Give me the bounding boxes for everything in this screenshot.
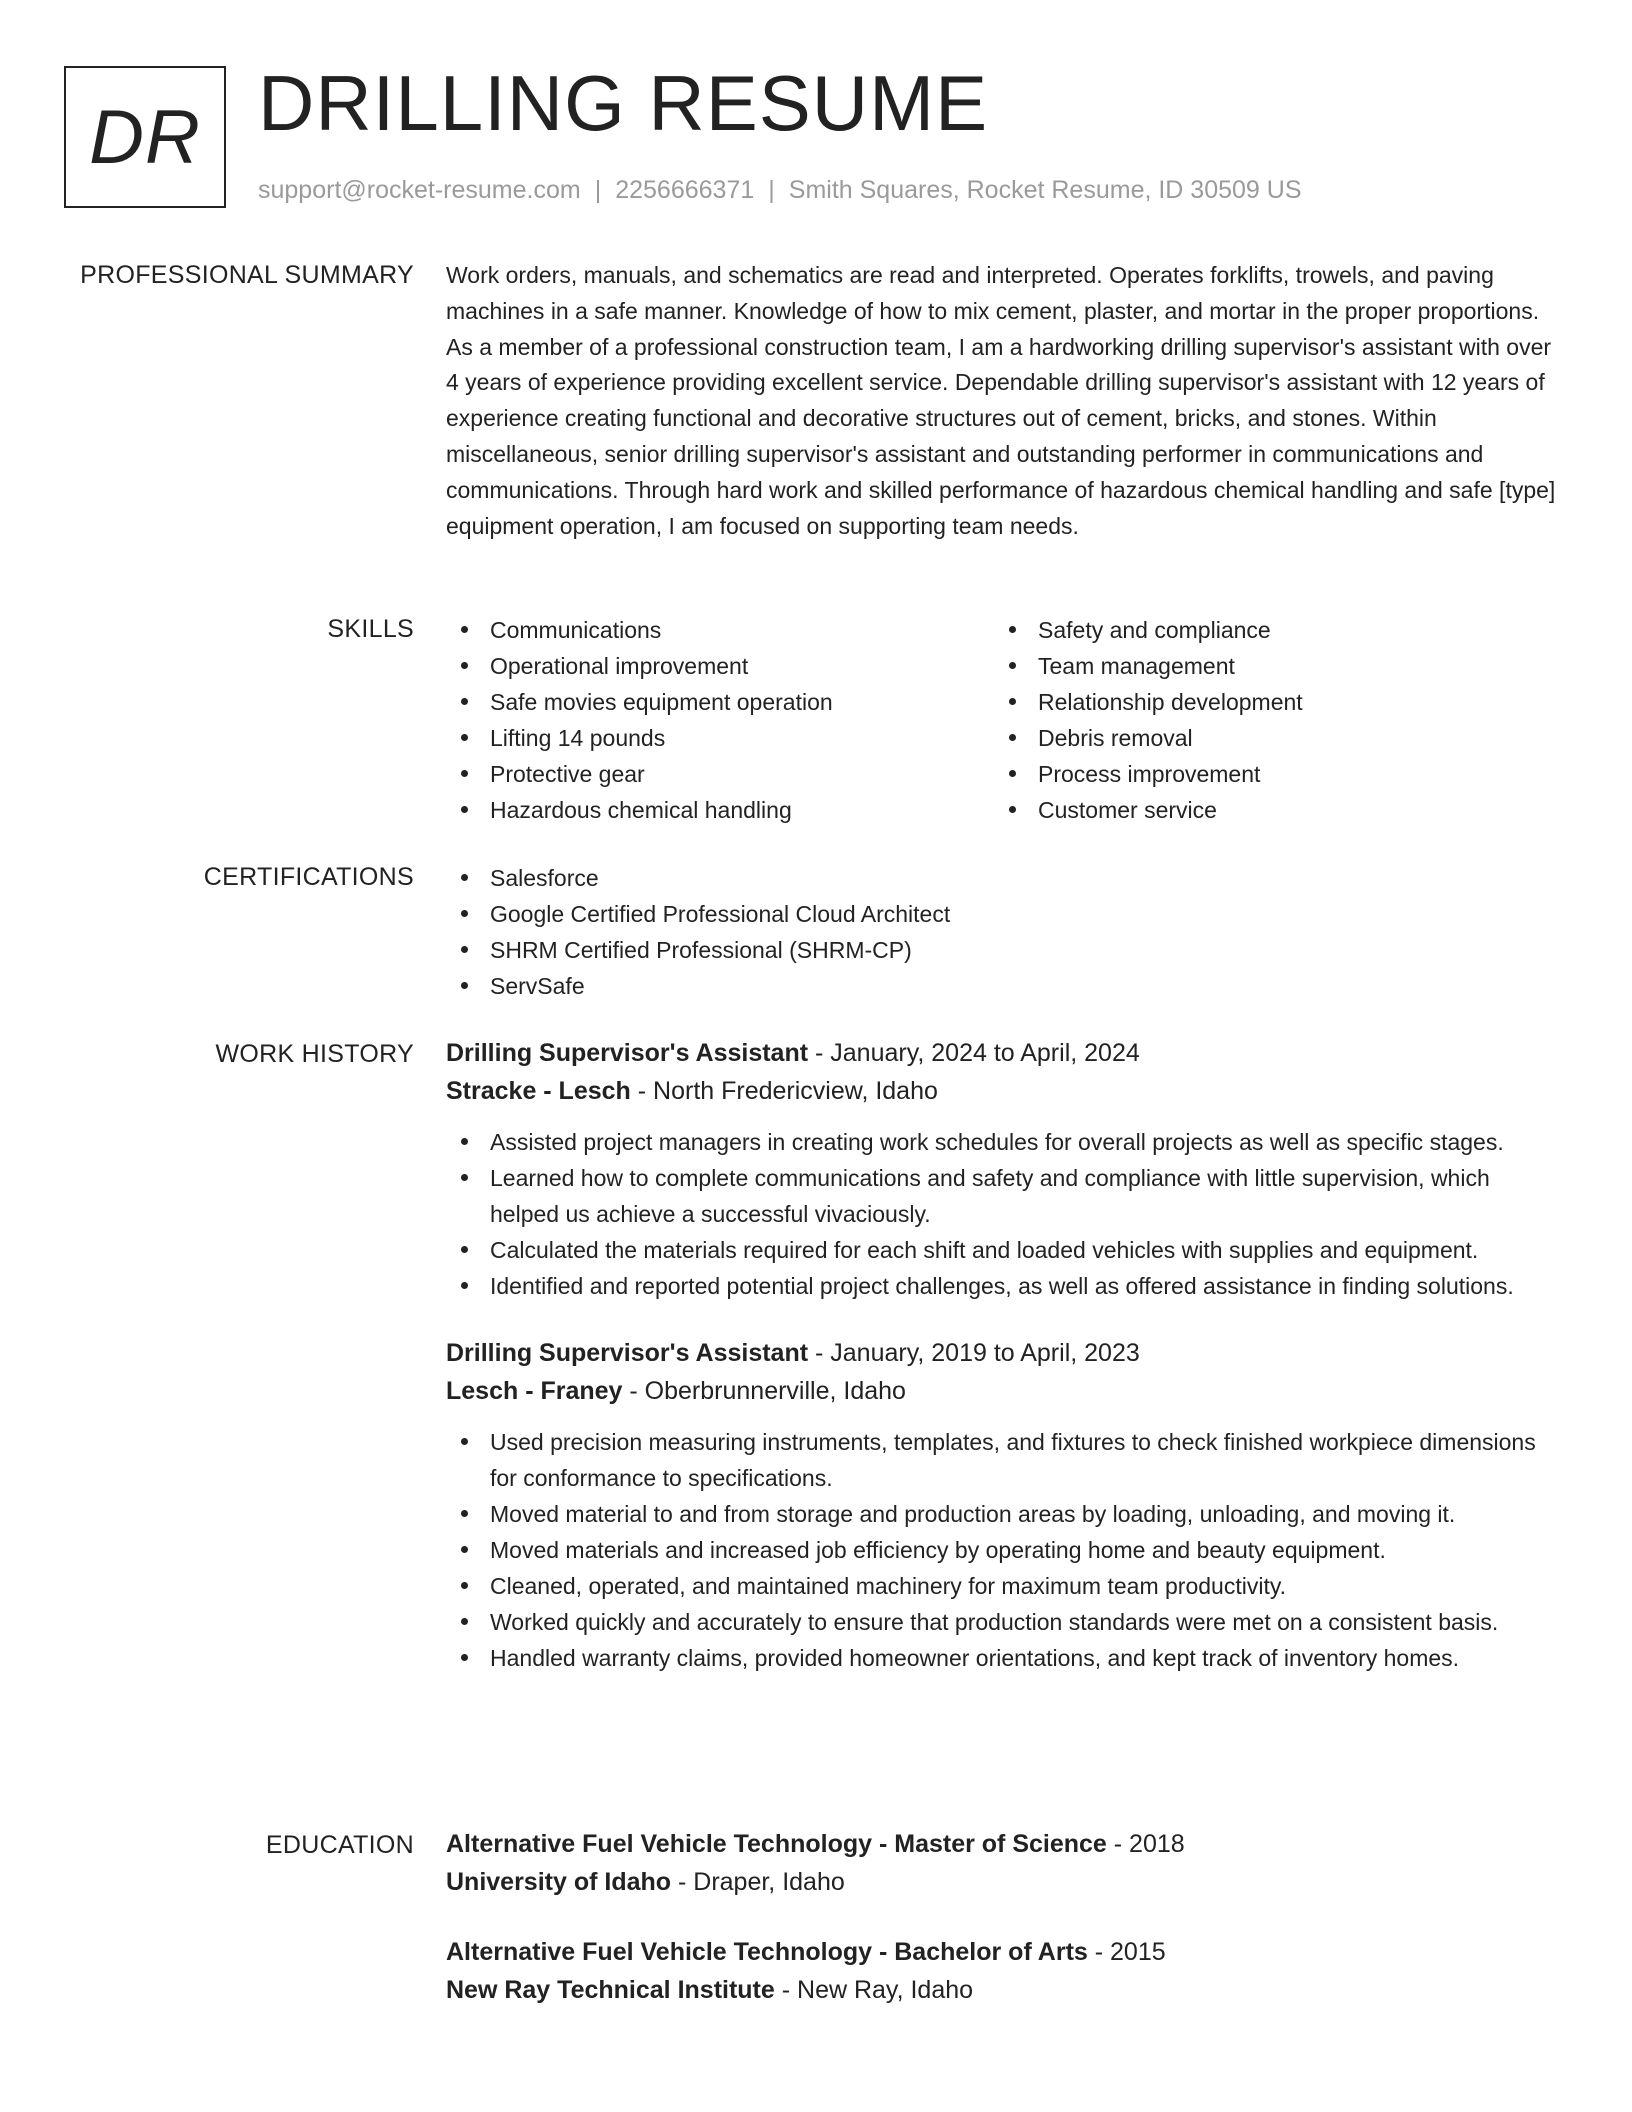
job-bullet: Worked quickly and accurately to ensure that production standards were met on a consistent basis. <box>446 1604 1564 1640</box>
monogram-initials: DR <box>89 94 201 180</box>
skill-item: Communications <box>446 612 994 648</box>
contact-email[interactable]: support@rocket-resume.com <box>258 176 581 204</box>
skill-item: Debris removal <box>994 720 1542 756</box>
monogram-box <box>64 66 226 208</box>
education-location: - New Ray, Idaho <box>774 1976 974 2004</box>
section-heading-education: EDUCATION <box>265 1831 414 1859</box>
contact-phone[interactable]: 2256666371 <box>615 176 755 204</box>
job-bullet: Handled warranty claims, provided homeowner orientations, and kept track of inventory homes. <box>446 1640 1564 1676</box>
job-location: - Oberbrunnerville, Idaho <box>622 1377 906 1405</box>
education-school: University of Idaho <box>446 1868 672 1896</box>
section-heading-certifications: CERTIFICATIONS <box>203 863 414 891</box>
contact-separator: | <box>768 176 775 204</box>
education-degree-line <box>446 1825 1564 1863</box>
skill-item: Team management <box>994 648 1542 684</box>
skill-item: Lifting 14 pounds <box>446 720 994 756</box>
education-school-line <box>446 1971 1564 2009</box>
job-title: Drilling Supervisor's Assistant <box>446 1339 809 1367</box>
summary-text: Work orders, manuals, and schematics are read and interpreted. Operates forklifts, trowels, and paving machines in a safe manner. Knowledge of how to mix cement, plaster, and mortar in the proper proportions. As a member of a professional construction team, I am a hardworking drilling supervisor's assistant with over 4 years of experience providing excellent service. Dependable drilling supervisor's assistant with 12 years of experience creating functional and decorative structures out of cement, bricks, and stones. Within miscellaneous, senior drilling supervisor's assistant and outstanding performer in communications and communications. Through hard work and skilled performance of hazardous chemical handling and safe [type] equipment operation, I am focused on supporting team needs. <box>446 262 1556 539</box>
education-school-line <box>446 1863 1564 1901</box>
section-heading-skills: SKILLS <box>327 615 414 643</box>
education-year: - 2015 <box>1087 1938 1166 1966</box>
job-bullet: Moved material to and from storage and production areas by loading, unloading, and moving it. <box>446 1496 1564 1532</box>
certification-item: Google Certified Professional Cloud Architect <box>446 896 1564 932</box>
education-school: New Ray Technical Institute <box>446 1976 775 2004</box>
certification-item: SHRM Certified Professional (SHRM-CP) <box>446 932 1564 968</box>
skills-column-left <box>446 612 994 828</box>
contact-separator: | <box>594 176 602 204</box>
work-history-body <box>446 1034 1564 1676</box>
skill-item: Hazardous chemical handling <box>446 792 994 828</box>
resume-title: DRILLING RESUME <box>258 59 989 147</box>
skill-item: Relationship development <box>994 684 1542 720</box>
education-degree: Alternative Fuel Vehicle Technology - Bachelor of Arts <box>446 1938 1088 1966</box>
skill-item: Customer service <box>994 792 1542 828</box>
contact-line <box>258 174 1302 206</box>
education-body <box>446 1825 1564 2009</box>
skill-item: Safe movies equipment operation <box>446 684 994 720</box>
job-dates: - January, 2024 to April, 2024 <box>808 1039 1140 1067</box>
education-entry <box>446 1933 1564 2009</box>
contact-address: Smith Squares, Rocket Resume, ID 30509 US <box>788 176 1302 204</box>
skill-item: Process improvement <box>994 756 1542 792</box>
section-heading-summary: PROFESSIONAL SUMMARY <box>80 261 414 289</box>
certification-item: ServSafe <box>446 968 1564 1004</box>
job-company-line <box>446 1072 1564 1110</box>
job-title-line <box>446 1034 1564 1072</box>
certification-item: Salesforce <box>446 860 1564 896</box>
education-degree: Alternative Fuel Vehicle Technology - Master of Science <box>446 1830 1107 1858</box>
section-heading-work-history: WORK HISTORY <box>215 1040 414 1068</box>
skill-item: Safety and compliance <box>994 612 1542 648</box>
skills-column-right <box>994 612 1542 828</box>
job-bullet: Identified and reported potential project challenges, as well as offered assistance in finding solutions. <box>446 1268 1564 1304</box>
skill-item: Operational improvement <box>446 648 994 684</box>
education-degree-line <box>446 1933 1564 1971</box>
job-bullet-list <box>446 1124 1564 1304</box>
job-bullet: Calculated the materials required for each shift and loaded vehicles with supplies and equipment. <box>446 1232 1564 1268</box>
job-dates: - January, 2019 to April, 2023 <box>808 1339 1140 1367</box>
job-company-line <box>446 1372 1564 1410</box>
education-location: - Draper, Idaho <box>671 1868 845 1896</box>
job-bullet: Moved materials and increased job efficiency by operating home and beauty equipment. <box>446 1532 1564 1568</box>
job-title-line <box>446 1334 1564 1372</box>
job-bullet: Used precision measuring instruments, templates, and fixtures to check finished workpiece dimensions for conformance to specifications. <box>446 1424 1564 1496</box>
job-company: Stracke - Lesch <box>446 1077 631 1105</box>
education-year: - 2018 <box>1106 1830 1185 1858</box>
job-entry <box>446 1034 1564 1304</box>
education-entry <box>446 1825 1564 1901</box>
job-company: Lesch - Franey <box>446 1377 623 1405</box>
job-entry <box>446 1334 1564 1676</box>
job-bullet: Cleaned, operated, and maintained machinery for maximum team productivity. <box>446 1568 1564 1604</box>
job-bullet: Learned how to complete communications and safety and compliance with little supervision, which helped us achieve a successful vivaciously. <box>446 1160 1564 1232</box>
skills-grid <box>446 612 1564 828</box>
certifications-body <box>446 860 1564 1004</box>
job-location: - North Fredericview, Idaho <box>630 1077 938 1105</box>
skill-item: Protective gear <box>446 756 994 792</box>
job-title: Drilling Supervisor's Assistant <box>446 1039 809 1067</box>
job-bullet-list <box>446 1424 1564 1676</box>
certifications-list <box>446 860 1564 1004</box>
job-bullet: Assisted project managers in creating work schedules for overall projects as well as specific stages. <box>446 1124 1564 1160</box>
